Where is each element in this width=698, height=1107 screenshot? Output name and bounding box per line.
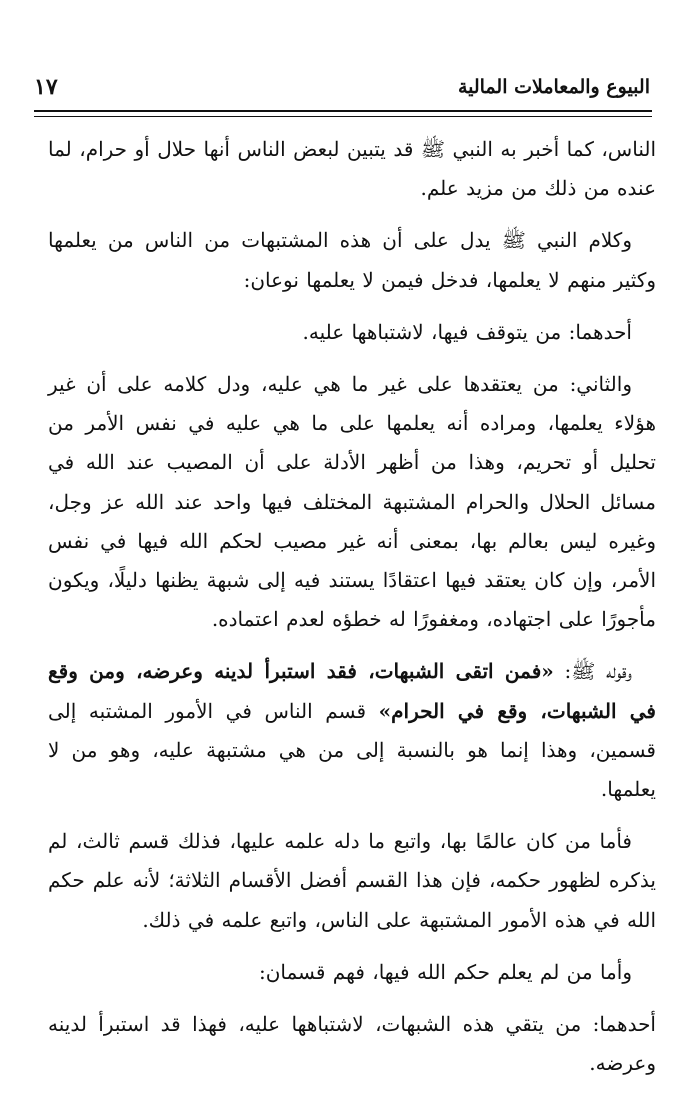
paragraph-2: وكلام النبي ﷺ يدل على أن هذه المشتبهات من الناس من يعلمها وكثير منهم لا يعلمها، فدخل فيمن لا يعلمها نوعان:: [48, 228, 656, 292]
paragraph-5: [48, 652, 656, 809]
paragraph-6: فأما من كان عالمًا بها، واتبع ما دله علمه عليها، فذلك قسم ثالث، لم يذكره لظهور حكمه، فإن هذا القسم أفضل الأقسام الثلاثة؛ لأنه علم حكم الله في هذه الأمور المشتبهة على الناس، واتبع علمه في ذلك.: [48, 829, 656, 932]
paragraph-7: وأما من لم يعلم حكم الله فيها، فهم قسمان:: [258, 959, 632, 984]
paragraph-8: أحدهما: من يتقي هذه الشبهات، لاشتباهها عليه، فهذا قد استبرأ لدينه وعرضه.: [48, 1012, 656, 1076]
paragraph-5-after: قسم الناس في الأمور المشتبه إلى قسمين، وهذا إنما هو بالنسبة إلى من هي مشتبهة عليه، وهو من لا يعلمها.: [48, 698, 656, 802]
page-body: [48, 130, 656, 1107]
paragraph-4: والثاني: من يعتقدها على غير ما هي عليه، ودل كلامه على أن غير هؤلاء يعلمها، ومراده أنه يعلمها على ما هي عليه في نفس الأمر من تحليل أو تحريم، وهذا من أظهر الأدلة على أن المصيب عند الله في مسائل الحلال والحرام المشتبهة المختلف فيها واحد عند الله عز وجل، وغيره ليس بعالم بها، بمعنى أنه غير مصيب لحكم الله فيها في نفس الأمر، وإن كان يعتقد فيها اعتقادًا يستند فيه إلى شبهة يظنها دليلًا، ويكون مأجورًا على اجتهاده، ومغفورًا له خطؤه لعدم اعتماده.: [48, 372, 656, 632]
running-title: البيوع والمعاملات المالية: [457, 76, 650, 98]
paragraph-3: أحدهما: من يتوقف فيها، لاشتباهها عليه.: [302, 319, 632, 344]
paragraph-5-before: وقوله ﷺ:: [553, 659, 632, 684]
page-header: [34, 70, 650, 104]
header-rule-thin: [34, 116, 652, 117]
page-number: ١٧: [34, 74, 58, 100]
hadith-quote: «فمن اتقى الشبهات، فقد استبرأ لدينه وعرضه، ومن وقع في الشبهات، وقع في الحرام»: [48, 659, 656, 723]
paragraph-1: الناس، كما أخبر به النبي ﷺ قد يتبين لبعض الناس أنها حلال أو حرام، لما عنده من ذلك من مزيد علم.: [48, 137, 656, 201]
header-rule-thick: [34, 110, 652, 112]
